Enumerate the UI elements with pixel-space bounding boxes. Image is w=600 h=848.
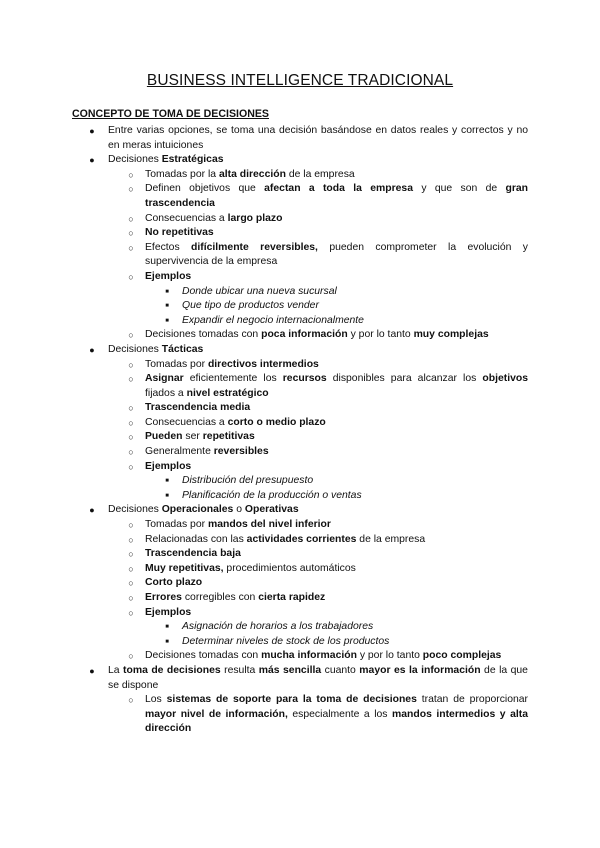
list-item-text	[145, 430, 528, 445]
bold-text: Errores	[145, 592, 182, 603]
bold-text: Trascendencia media	[145, 402, 251, 414]
text-run: pueden comprometer la evolución y supervivencia de la empresa	[145, 241, 528, 268]
list-item-text	[145, 212, 528, 227]
list-item	[0, 299, 600, 314]
list-item-text	[145, 606, 528, 621]
bullet-square-icon: ■	[165, 638, 169, 645]
text-run: Consecuencias a	[145, 212, 228, 224]
list-item-text	[145, 518, 528, 533]
bullet-circle-icon: ○	[128, 578, 134, 589]
bullet-disc-icon: ●	[89, 665, 95, 676]
text-run: resulta	[220, 664, 259, 676]
text-run: disponibles para alcanzar los	[326, 373, 483, 385]
bullet-circle-icon: ○	[128, 359, 134, 370]
text-run: corregibles con	[181, 592, 259, 603]
list-item	[0, 358, 600, 373]
bold-text: poca información	[261, 329, 348, 341]
bullet-circle-icon: ○	[128, 607, 134, 618]
bullet-circle-icon: ○	[128, 417, 134, 428]
bold-text: corto o medio plazo	[227, 416, 326, 428]
text-run: Donde ubicar una nueva sucursal	[182, 285, 337, 297]
list-item	[0, 649, 600, 664]
bold-text: Corto plazo	[145, 577, 203, 589]
text-run: de la que se dispone	[108, 664, 528, 691]
list-item-text	[145, 358, 528, 373]
bold-text: Operativas	[244, 504, 299, 516]
bullet-square-icon: ■	[165, 492, 169, 499]
bold-text: cierta rapidez	[258, 592, 326, 603]
document-title: BUSINESS INTELLIGENCE TRADICIONAL	[146, 72, 454, 89]
list-item-text	[145, 693, 528, 737]
bold-text: poco complejas	[422, 650, 502, 662]
bold-text: sistemas de soporte para la toma de decisiones	[166, 694, 417, 706]
bullet-disc-icon: ●	[89, 155, 95, 166]
text-run: de la empresa	[285, 168, 355, 180]
list-item-text	[108, 153, 528, 168]
bullet-circle-icon: ○	[128, 330, 134, 341]
text-run: de la empresa	[356, 533, 426, 545]
text-run: La	[108, 664, 124, 676]
text-run: y que son de	[412, 183, 506, 195]
text-run: Tomadas por	[145, 519, 208, 531]
bold-text: mayor nivel de información,	[145, 708, 288, 720]
list-item	[0, 153, 600, 168]
text-run: Determinar niveles de stock de los productos	[182, 635, 390, 647]
list-item	[0, 343, 600, 358]
text-run: Los	[145, 694, 167, 706]
bold-text: toma de decisiones	[123, 664, 221, 676]
list-item	[0, 124, 600, 153]
bold-text: mayor es la información	[359, 664, 481, 676]
list-item-text	[182, 620, 528, 635]
list-item	[0, 606, 600, 621]
list-item-text	[145, 562, 528, 577]
text-run: Tomadas por la	[145, 168, 219, 180]
list-item-text	[145, 445, 528, 460]
list-item-text	[108, 343, 528, 358]
text-run: Planificación de la producción o ventas	[182, 489, 362, 501]
bold-text: Asignar	[145, 373, 184, 385]
list-item	[0, 445, 600, 460]
bold-text: Muy repetitivas,	[145, 562, 224, 574]
bold-text: mandos del nivel inferior	[207, 519, 331, 531]
list-item-text	[145, 533, 528, 548]
bullet-circle-icon: ○	[128, 432, 134, 443]
text-run: Decisiones	[108, 343, 162, 355]
list-item	[0, 241, 600, 270]
text-run: Entre varias opciones, se toma una decisión basándose en datos reales y correctos y no en meras intuiciones	[108, 125, 528, 151]
list-item	[0, 620, 600, 635]
bullet-circle-icon: ○	[128, 447, 134, 458]
bold-text: Ejemplos	[145, 460, 192, 472]
text-run: Consecuencias a	[145, 416, 228, 428]
list-item	[0, 489, 600, 504]
bold-text: Ejemplos	[145, 270, 192, 282]
list-item-text	[145, 168, 528, 183]
bullet-circle-icon: ○	[128, 593, 134, 603]
text-run: Distribución del presupuesto	[182, 475, 314, 487]
bullet-square-icon: ■	[165, 303, 169, 310]
list-item	[0, 430, 600, 445]
list-item-text	[182, 489, 528, 504]
list-item-text	[108, 664, 528, 693]
list-item	[0, 503, 600, 518]
text-run: Generalmente	[145, 446, 214, 458]
text-run: Decisiones	[108, 504, 162, 516]
list-item	[0, 168, 600, 183]
bullet-disc-icon: ●	[89, 126, 95, 136]
bullet-circle-icon: ○	[128, 271, 134, 282]
bullet-circle-icon: ○	[128, 213, 134, 224]
list-item-text	[145, 372, 528, 401]
bullet-square-icon: ■	[165, 288, 169, 295]
list-item-text	[108, 124, 528, 153]
text-run: Relacionadas con las	[145, 533, 247, 545]
list-item	[0, 576, 600, 591]
text-run: Efectos	[145, 241, 192, 253]
list-item-text	[145, 182, 528, 211]
list-item	[0, 226, 600, 241]
bold-text: muy complejas	[413, 329, 489, 341]
bold-text: alta dirección	[218, 168, 286, 180]
bullet-circle-icon: ○	[128, 563, 134, 574]
list-item	[0, 416, 600, 431]
list-item	[0, 518, 600, 533]
text-run: cuanto	[321, 664, 360, 676]
list-item-text	[145, 416, 528, 431]
outline-list	[0, 124, 600, 737]
list-item-text	[145, 649, 528, 664]
text-run: Tomadas por	[145, 358, 208, 370]
list-item-text	[108, 503, 528, 518]
bold-text: actividades corrientes	[246, 533, 357, 545]
list-item-text	[145, 226, 528, 241]
bullet-circle-icon: ○	[128, 549, 134, 560]
list-item	[0, 547, 600, 562]
text-run: Que tipo de productos vender	[182, 300, 319, 312]
list-item-text	[182, 299, 528, 314]
bullet-circle-icon: ○	[128, 242, 134, 253]
bold-text: Ejemplos	[145, 606, 192, 618]
text-run: Decisiones tomadas con	[145, 650, 262, 662]
list-item-text	[145, 460, 528, 475]
bullet-circle-icon: ○	[128, 534, 134, 545]
list-item	[0, 562, 600, 577]
list-item	[0, 591, 600, 606]
bold-text: recursos	[282, 373, 327, 385]
text-run: y por lo tanto	[356, 650, 423, 662]
list-item	[0, 635, 600, 650]
list-item-text	[145, 241, 528, 270]
list-item	[0, 474, 600, 489]
bold-text: directivos intermedios	[207, 358, 319, 370]
bullet-square-icon: ■	[165, 478, 169, 485]
bold-text: repetitivas	[202, 431, 255, 443]
bold-text: Estratégicas	[161, 154, 224, 166]
text-run: Expandir el negocio internacionalmente	[182, 314, 364, 326]
bullet-circle-icon: ○	[128, 374, 134, 385]
bold-text: difícilmente reversibles,	[191, 241, 318, 253]
bold-text: mandos intermedios y alta dirección	[145, 708, 528, 735]
text-run: Asignación de horarios a los trabajadores	[182, 621, 374, 633]
text-run: especialmente a los	[287, 708, 393, 720]
bold-text: reversibles	[213, 446, 269, 458]
text-run: fijados a	[145, 387, 187, 399]
bullet-square-icon: ■	[165, 624, 169, 631]
text-run: Definen objetivos que	[145, 183, 265, 195]
list-item-text	[145, 401, 528, 416]
bold-text: No repetitivas	[145, 227, 214, 239]
list-item-text	[145, 591, 528, 606]
bullet-circle-icon: ○	[128, 695, 134, 706]
bullet-circle-icon: ○	[128, 169, 134, 180]
list-item	[0, 270, 600, 285]
list-item	[0, 460, 600, 475]
text-run: tratan de proporcionar	[416, 694, 529, 706]
bold-text: largo plazo	[227, 212, 283, 224]
list-item-text	[182, 474, 528, 489]
bold-text: afectan a toda la empresa	[264, 183, 413, 195]
bullet-circle-icon: ○	[128, 403, 134, 414]
bold-text: objetivos	[482, 373, 528, 385]
text-run: procedimientos automáticos	[223, 562, 356, 574]
bullet-circle-icon: ○	[128, 520, 134, 531]
bold-text: Pueden	[145, 431, 183, 443]
list-item-text	[182, 635, 528, 650]
bullet-disc-icon: ●	[89, 505, 95, 516]
bold-text: Operacionales	[161, 504, 234, 516]
bold-text: más sencilla	[258, 664, 322, 676]
bullet-square-icon: ■	[165, 317, 169, 324]
bold-text: Trascendencia baja	[145, 548, 241, 560]
list-item	[0, 401, 600, 416]
list-item	[0, 693, 600, 737]
section-heading: CONCEPTO DE TOMA DE DECISIONES	[72, 108, 269, 120]
list-item-text	[145, 328, 528, 343]
text-run: ser	[182, 431, 203, 443]
bold-text: mucha información	[261, 650, 357, 662]
bold-text: gran trascendencia	[145, 183, 528, 209]
text-run: o	[233, 504, 245, 516]
bullet-circle-icon: ○	[128, 228, 134, 239]
text-run: Decisiones tomadas con	[145, 329, 262, 341]
text-run: y por lo tanto	[347, 329, 414, 341]
list-item-text	[182, 285, 528, 300]
list-item-text	[145, 547, 528, 562]
bold-text: Tácticas	[161, 343, 204, 355]
bullet-circle-icon: ○	[128, 651, 134, 662]
list-item	[0, 285, 600, 300]
list-item	[0, 328, 600, 343]
bold-text: nivel estratégico	[186, 387, 269, 399]
list-item	[0, 372, 600, 401]
list-item-text	[182, 314, 528, 329]
list-item-text	[145, 270, 528, 285]
bullet-circle-icon: ○	[128, 461, 134, 472]
bullet-disc-icon: ●	[89, 344, 95, 355]
list-item	[0, 533, 600, 548]
bullet-circle-icon: ○	[128, 184, 134, 195]
list-item	[0, 182, 600, 211]
list-item-text	[145, 576, 528, 591]
text-run: eficientemente los	[183, 373, 283, 385]
list-item	[0, 314, 600, 329]
text-run: Decisiones	[108, 154, 162, 166]
list-item	[0, 212, 600, 227]
list-item	[0, 664, 600, 693]
